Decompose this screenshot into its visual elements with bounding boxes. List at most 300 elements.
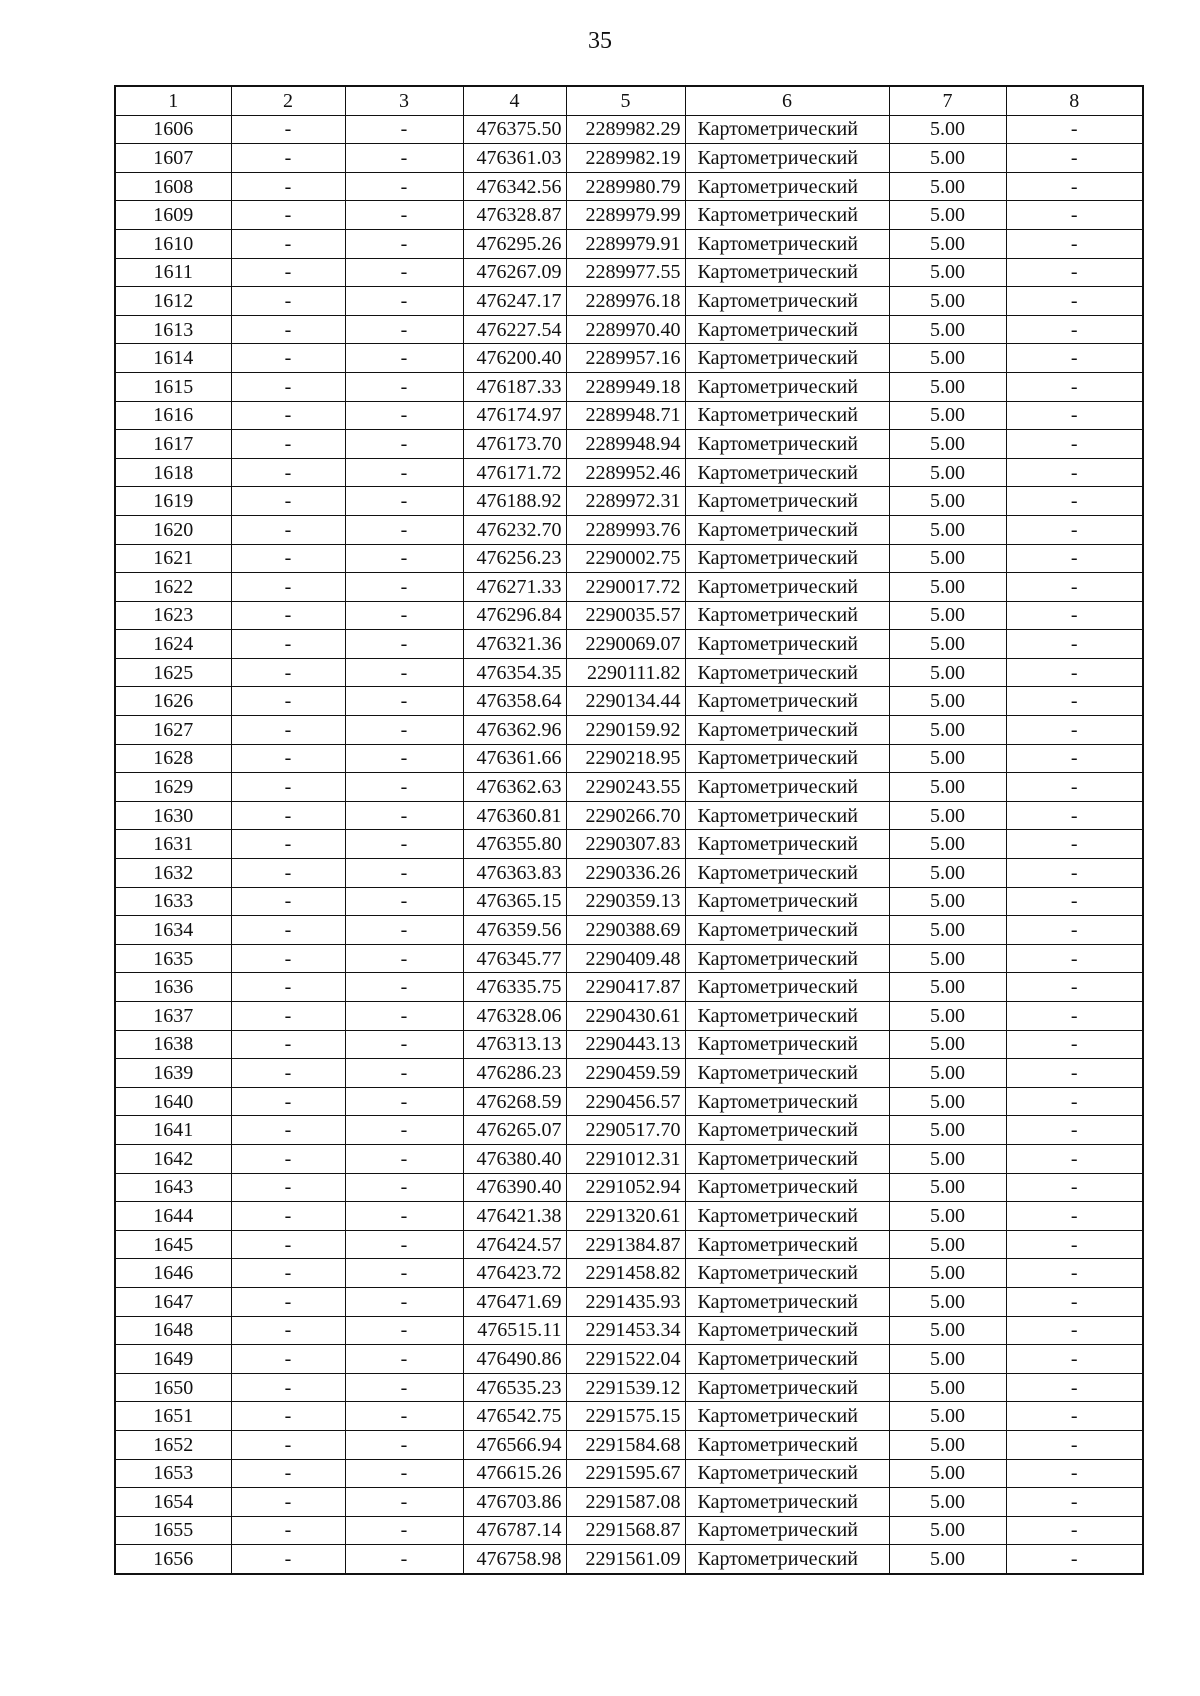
table-row	[115, 1316, 1143, 1345]
column-8-cell: -	[1006, 773, 1143, 802]
column-8-cell: -	[1006, 916, 1143, 945]
point-number: 1646	[115, 1259, 231, 1288]
method-cell: Картометрический	[685, 430, 889, 459]
column-8-cell: -	[1006, 344, 1143, 373]
column-2-cell: -	[231, 544, 345, 573]
method-cell: Картометрический	[685, 1316, 889, 1345]
y-coordinate: 2289948.94	[566, 430, 685, 459]
point-number: 1625	[115, 658, 231, 687]
column-2-cell: -	[231, 887, 345, 916]
point-number: 1619	[115, 487, 231, 516]
method-cell: Картометрический	[685, 601, 889, 630]
accuracy-cell: 5.00	[889, 1287, 1006, 1316]
x-coordinate: 476359.56	[463, 916, 566, 945]
table-row	[115, 1259, 1143, 1288]
column-8-cell: -	[1006, 544, 1143, 573]
accuracy-cell: 5.00	[889, 144, 1006, 173]
method-cell: Картометрический	[685, 144, 889, 173]
point-number: 1609	[115, 201, 231, 230]
column-2-cell: -	[231, 1316, 345, 1345]
column-8-cell: -	[1006, 1144, 1143, 1173]
accuracy-cell: 5.00	[889, 944, 1006, 973]
x-coordinate: 476375.50	[463, 115, 566, 144]
method-cell: Картометрический	[685, 201, 889, 230]
column-8-cell: -	[1006, 1116, 1143, 1145]
column-2-cell: -	[231, 430, 345, 459]
y-coordinate: 2289980.79	[566, 172, 685, 201]
x-coordinate: 476360.81	[463, 801, 566, 830]
point-number: 1636	[115, 973, 231, 1002]
column-8-cell: -	[1006, 201, 1143, 230]
x-coordinate: 476174.97	[463, 401, 566, 430]
column-2-cell: -	[231, 315, 345, 344]
accuracy-cell: 5.00	[889, 372, 1006, 401]
method-cell: Картометрический	[685, 973, 889, 1002]
accuracy-cell: 5.00	[889, 830, 1006, 859]
column-8-cell: -	[1006, 144, 1143, 173]
table-row	[115, 744, 1143, 773]
column-8-cell: -	[1006, 658, 1143, 687]
column-3-cell: -	[345, 801, 463, 830]
table-row	[115, 1545, 1143, 1574]
table-row	[115, 1144, 1143, 1173]
accuracy-cell: 5.00	[889, 1144, 1006, 1173]
method-cell: Картометрический	[685, 372, 889, 401]
column-3-cell: -	[345, 1259, 463, 1288]
point-number: 1610	[115, 229, 231, 258]
point-number: 1618	[115, 458, 231, 487]
column-3-cell: -	[345, 687, 463, 716]
method-cell: Картометрический	[685, 172, 889, 201]
table-row	[115, 1116, 1143, 1145]
accuracy-cell: 5.00	[889, 430, 1006, 459]
table-row	[115, 859, 1143, 888]
x-coordinate: 476247.17	[463, 287, 566, 316]
table-row	[115, 1030, 1143, 1059]
column-header: 7	[889, 86, 1006, 115]
column-2-cell: -	[231, 115, 345, 144]
column-8-cell: -	[1006, 1488, 1143, 1517]
column-3-cell: -	[345, 201, 463, 230]
column-2-cell: -	[231, 1144, 345, 1173]
x-coordinate: 476313.13	[463, 1030, 566, 1059]
column-3-cell: -	[345, 1430, 463, 1459]
accuracy-cell: 5.00	[889, 601, 1006, 630]
column-8-cell: -	[1006, 258, 1143, 287]
y-coordinate: 2289972.31	[566, 487, 685, 516]
table-row	[115, 515, 1143, 544]
column-8-cell: -	[1006, 944, 1143, 973]
y-coordinate: 2290336.26	[566, 859, 685, 888]
column-3-cell: -	[345, 515, 463, 544]
column-8-cell: -	[1006, 1230, 1143, 1259]
column-8-cell: -	[1006, 1087, 1143, 1116]
column-2-cell: -	[231, 401, 345, 430]
accuracy-cell: 5.00	[889, 1459, 1006, 1488]
column-8-cell: -	[1006, 801, 1143, 830]
table-row	[115, 687, 1143, 716]
point-number: 1642	[115, 1144, 231, 1173]
point-number: 1633	[115, 887, 231, 916]
table-row	[115, 1430, 1143, 1459]
point-number: 1639	[115, 1059, 231, 1088]
y-coordinate: 2289949.18	[566, 372, 685, 401]
point-number: 1638	[115, 1030, 231, 1059]
y-coordinate: 2291584.68	[566, 1430, 685, 1459]
y-coordinate: 2291595.67	[566, 1459, 685, 1488]
x-coordinate: 476173.70	[463, 430, 566, 459]
column-8-cell: -	[1006, 229, 1143, 258]
point-number: 1624	[115, 630, 231, 659]
x-coordinate: 476471.69	[463, 1287, 566, 1316]
column-8-cell: -	[1006, 515, 1143, 544]
column-8-cell: -	[1006, 401, 1143, 430]
column-3-cell: -	[345, 544, 463, 573]
point-number: 1645	[115, 1230, 231, 1259]
column-8-cell: -	[1006, 458, 1143, 487]
column-8-cell: -	[1006, 1173, 1143, 1202]
column-2-cell: -	[231, 458, 345, 487]
column-2-cell: -	[231, 1173, 345, 1202]
column-header: 1	[115, 86, 231, 115]
column-8-cell: -	[1006, 1316, 1143, 1345]
column-2-cell: -	[231, 1545, 345, 1574]
y-coordinate: 2289976.18	[566, 287, 685, 316]
method-cell: Картометрический	[685, 1087, 889, 1116]
y-coordinate: 2291320.61	[566, 1202, 685, 1231]
point-number: 1640	[115, 1087, 231, 1116]
column-8-cell: -	[1006, 1430, 1143, 1459]
column-3-cell: -	[345, 1402, 463, 1431]
accuracy-cell: 5.00	[889, 1402, 1006, 1431]
point-number: 1637	[115, 1002, 231, 1031]
x-coordinate: 476421.38	[463, 1202, 566, 1231]
accuracy-cell: 5.00	[889, 630, 1006, 659]
y-coordinate: 2291587.08	[566, 1488, 685, 1517]
column-2-cell: -	[231, 1516, 345, 1545]
x-coordinate: 476200.40	[463, 344, 566, 373]
column-2-cell: -	[231, 1230, 345, 1259]
y-coordinate: 2290069.07	[566, 630, 685, 659]
column-8-cell: -	[1006, 287, 1143, 316]
column-8-cell: -	[1006, 830, 1143, 859]
x-coordinate: 476423.72	[463, 1259, 566, 1288]
accuracy-cell: 5.00	[889, 115, 1006, 144]
point-number: 1635	[115, 944, 231, 973]
column-8-cell: -	[1006, 172, 1143, 201]
accuracy-cell: 5.00	[889, 573, 1006, 602]
accuracy-cell: 5.00	[889, 1002, 1006, 1031]
table-row	[115, 344, 1143, 373]
column-8-cell: -	[1006, 1030, 1143, 1059]
column-3-cell: -	[345, 172, 463, 201]
table-row	[115, 716, 1143, 745]
column-2-cell: -	[231, 344, 345, 373]
column-8-cell: -	[1006, 1459, 1143, 1488]
column-3-cell: -	[345, 287, 463, 316]
table-row	[115, 830, 1143, 859]
point-number: 1621	[115, 544, 231, 573]
y-coordinate: 2291453.34	[566, 1316, 685, 1345]
point-number: 1606	[115, 115, 231, 144]
x-coordinate: 476328.87	[463, 201, 566, 230]
point-number: 1656	[115, 1545, 231, 1574]
accuracy-cell: 5.00	[889, 1516, 1006, 1545]
method-cell: Картометрический	[685, 1430, 889, 1459]
method-cell: Картометрический	[685, 744, 889, 773]
column-2-cell: -	[231, 1259, 345, 1288]
column-8-cell: -	[1006, 1516, 1143, 1545]
y-coordinate: 2290243.55	[566, 773, 685, 802]
y-coordinate: 2290266.70	[566, 801, 685, 830]
x-coordinate: 476424.57	[463, 1230, 566, 1259]
method-cell: Картометрический	[685, 658, 889, 687]
column-8-cell: -	[1006, 1545, 1143, 1574]
column-2-cell: -	[231, 1116, 345, 1145]
method-cell: Картометрический	[685, 344, 889, 373]
method-cell: Картометрический	[685, 1488, 889, 1517]
y-coordinate: 2290443.13	[566, 1030, 685, 1059]
column-3-cell: -	[345, 1545, 463, 1574]
point-number: 1613	[115, 315, 231, 344]
coordinates-table	[114, 85, 1144, 1575]
column-3-cell: -	[345, 1230, 463, 1259]
method-cell: Картометрический	[685, 830, 889, 859]
column-header: 3	[345, 86, 463, 115]
x-coordinate: 476286.23	[463, 1059, 566, 1088]
accuracy-cell: 5.00	[889, 458, 1006, 487]
accuracy-cell: 5.00	[889, 1202, 1006, 1231]
column-3-cell: -	[345, 1488, 463, 1517]
column-2-cell: -	[231, 287, 345, 316]
x-coordinate: 476615.26	[463, 1459, 566, 1488]
x-coordinate: 476758.98	[463, 1545, 566, 1574]
y-coordinate: 2291561.09	[566, 1545, 685, 1574]
y-coordinate: 2289957.16	[566, 344, 685, 373]
column-8-cell: -	[1006, 1202, 1143, 1231]
column-3-cell: -	[345, 344, 463, 373]
table-row	[115, 801, 1143, 830]
method-cell: Картометрический	[685, 315, 889, 344]
column-2-cell: -	[231, 973, 345, 1002]
x-coordinate: 476342.56	[463, 172, 566, 201]
y-coordinate: 2289979.99	[566, 201, 685, 230]
x-coordinate: 476354.35	[463, 658, 566, 687]
y-coordinate: 2290459.59	[566, 1059, 685, 1088]
table-row	[115, 1202, 1143, 1231]
method-cell: Картометрический	[685, 1230, 889, 1259]
point-number: 1617	[115, 430, 231, 459]
accuracy-cell: 5.00	[889, 1259, 1006, 1288]
method-cell: Картометрический	[685, 1002, 889, 1031]
y-coordinate: 2291539.12	[566, 1373, 685, 1402]
method-cell: Картометрический	[685, 630, 889, 659]
accuracy-cell: 5.00	[889, 1430, 1006, 1459]
table-row	[115, 573, 1143, 602]
column-8-cell: -	[1006, 487, 1143, 516]
y-coordinate: 2290134.44	[566, 687, 685, 716]
table-row	[115, 973, 1143, 1002]
column-8-cell: -	[1006, 1402, 1143, 1431]
column-2-cell: -	[231, 1202, 345, 1231]
column-2-cell: -	[231, 1345, 345, 1374]
method-cell: Картометрический	[685, 1459, 889, 1488]
x-coordinate: 476335.75	[463, 973, 566, 1002]
table-row	[115, 773, 1143, 802]
column-2-cell: -	[231, 630, 345, 659]
x-coordinate: 476355.80	[463, 830, 566, 859]
column-2-cell: -	[231, 1287, 345, 1316]
accuracy-cell: 5.00	[889, 1087, 1006, 1116]
method-cell: Картометрический	[685, 716, 889, 745]
x-coordinate: 476703.86	[463, 1488, 566, 1517]
point-number: 1643	[115, 1173, 231, 1202]
y-coordinate: 2290517.70	[566, 1116, 685, 1145]
column-2-cell: -	[231, 487, 345, 516]
column-3-cell: -	[345, 1287, 463, 1316]
y-coordinate: 2289952.46	[566, 458, 685, 487]
point-number: 1612	[115, 287, 231, 316]
column-8-cell: -	[1006, 573, 1143, 602]
table-row	[115, 601, 1143, 630]
method-cell: Картометрический	[685, 1402, 889, 1431]
accuracy-cell: 5.00	[889, 887, 1006, 916]
y-coordinate: 2290218.95	[566, 744, 685, 773]
column-8-cell: -	[1006, 859, 1143, 888]
table-row	[115, 201, 1143, 230]
column-3-cell: -	[345, 1116, 463, 1145]
point-number: 1641	[115, 1116, 231, 1145]
x-coordinate: 476361.66	[463, 744, 566, 773]
method-cell: Картометрический	[685, 1173, 889, 1202]
point-number: 1616	[115, 401, 231, 430]
table-row	[115, 287, 1143, 316]
x-coordinate: 476566.94	[463, 1430, 566, 1459]
column-8-cell: -	[1006, 1059, 1143, 1088]
point-number: 1652	[115, 1430, 231, 1459]
x-coordinate: 476542.75	[463, 1402, 566, 1431]
point-number: 1644	[115, 1202, 231, 1231]
y-coordinate: 2291384.87	[566, 1230, 685, 1259]
column-3-cell: -	[345, 1002, 463, 1031]
point-number: 1628	[115, 744, 231, 773]
accuracy-cell: 5.00	[889, 315, 1006, 344]
column-header: 2	[231, 86, 345, 115]
accuracy-cell: 5.00	[889, 1030, 1006, 1059]
y-coordinate: 2290017.72	[566, 573, 685, 602]
x-coordinate: 476361.03	[463, 144, 566, 173]
column-3-cell: -	[345, 458, 463, 487]
column-3-cell: -	[345, 916, 463, 945]
accuracy-cell: 5.00	[889, 1373, 1006, 1402]
x-coordinate: 476787.14	[463, 1516, 566, 1545]
column-3-cell: -	[345, 773, 463, 802]
y-coordinate: 2290456.57	[566, 1087, 685, 1116]
method-cell: Картометрический	[685, 887, 889, 916]
method-cell: Картометрический	[685, 487, 889, 516]
column-2-cell: -	[231, 172, 345, 201]
accuracy-cell: 5.00	[889, 1345, 1006, 1374]
point-number: 1655	[115, 1516, 231, 1545]
column-2-cell: -	[231, 658, 345, 687]
column-2-cell: -	[231, 1059, 345, 1088]
column-2-cell: -	[231, 744, 345, 773]
table-row	[115, 916, 1143, 945]
method-cell: Картометрический	[685, 1144, 889, 1173]
column-8-cell: -	[1006, 744, 1143, 773]
x-coordinate: 476232.70	[463, 515, 566, 544]
column-8-cell: -	[1006, 601, 1143, 630]
x-coordinate: 476362.96	[463, 716, 566, 745]
table-header-row	[115, 86, 1143, 115]
page-number: 35	[588, 28, 612, 54]
table-row	[115, 1059, 1143, 1088]
y-coordinate: 2291575.15	[566, 1402, 685, 1431]
point-number: 1629	[115, 773, 231, 802]
x-coordinate: 476256.23	[463, 544, 566, 573]
point-number: 1623	[115, 601, 231, 630]
y-coordinate: 2291012.31	[566, 1144, 685, 1173]
column-3-cell: -	[345, 1059, 463, 1088]
column-2-cell: -	[231, 258, 345, 287]
column-3-cell: -	[345, 859, 463, 888]
method-cell: Картометрический	[685, 1059, 889, 1088]
x-coordinate: 476188.92	[463, 487, 566, 516]
table-row	[115, 372, 1143, 401]
point-number: 1622	[115, 573, 231, 602]
method-cell: Картометрический	[685, 1202, 889, 1231]
method-cell: Картометрический	[685, 258, 889, 287]
x-coordinate: 476328.06	[463, 1002, 566, 1031]
column-3-cell: -	[345, 372, 463, 401]
column-2-cell: -	[231, 916, 345, 945]
column-3-cell: -	[345, 1030, 463, 1059]
y-coordinate: 2290417.87	[566, 973, 685, 1002]
x-coordinate: 476380.40	[463, 1144, 566, 1173]
method-cell: Картометрический	[685, 1345, 889, 1374]
x-coordinate: 476265.07	[463, 1116, 566, 1145]
accuracy-cell: 5.00	[889, 973, 1006, 1002]
accuracy-cell: 5.00	[889, 258, 1006, 287]
method-cell: Картометрический	[685, 401, 889, 430]
column-3-cell: -	[345, 315, 463, 344]
table-row	[115, 115, 1143, 144]
column-8-cell: -	[1006, 430, 1143, 459]
point-number: 1630	[115, 801, 231, 830]
table-row	[115, 172, 1143, 201]
y-coordinate: 2289977.55	[566, 258, 685, 287]
column-3-cell: -	[345, 830, 463, 859]
y-coordinate: 2290430.61	[566, 1002, 685, 1031]
table-row	[115, 1488, 1143, 1517]
method-cell: Картометрический	[685, 573, 889, 602]
column-8-cell: -	[1006, 372, 1143, 401]
y-coordinate: 2290159.92	[566, 716, 685, 745]
column-8-cell: -	[1006, 630, 1143, 659]
y-coordinate: 2290002.75	[566, 544, 685, 573]
column-2-cell: -	[231, 1030, 345, 1059]
point-number: 1632	[115, 859, 231, 888]
table-row	[115, 658, 1143, 687]
column-2-cell: -	[231, 201, 345, 230]
point-number: 1614	[115, 344, 231, 373]
accuracy-cell: 5.00	[889, 1116, 1006, 1145]
method-cell: Картометрический	[685, 944, 889, 973]
table-row	[115, 1345, 1143, 1374]
method-cell: Картометрический	[685, 1545, 889, 1574]
accuracy-cell: 5.00	[889, 1173, 1006, 1202]
column-2-cell: -	[231, 773, 345, 802]
